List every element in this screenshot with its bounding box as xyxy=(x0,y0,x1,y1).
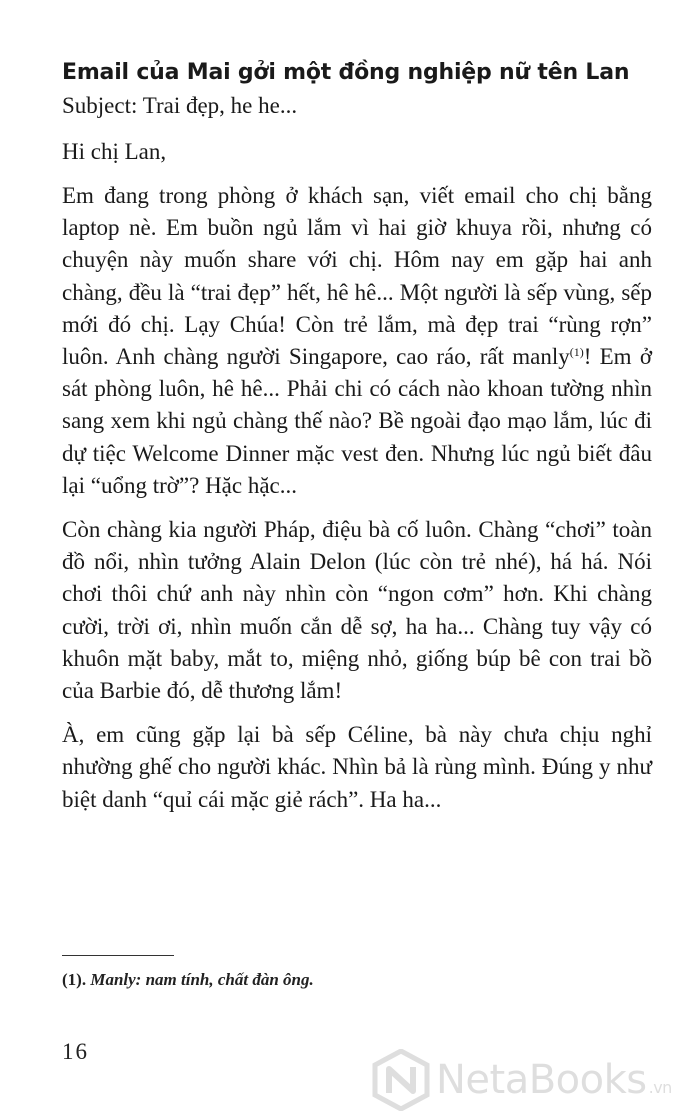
netabooks-logo-icon xyxy=(372,1049,430,1111)
paragraph-3: À, em cũng gặp lại bà sếp Céline, bà này chưa chịu nghỉ nhường ghế cho người khác. Nhìn bả là rùng mình. Đúng y như biệt danh “quỉ cái mặc giẻ rách”. Ha ha... xyxy=(62,722,652,812)
watermark-suffix: .vn xyxy=(648,1078,672,1097)
footnote-divider xyxy=(62,955,174,956)
email-greeting: Hi chị Lan, xyxy=(62,139,167,164)
footnote-number: (1). xyxy=(62,970,87,989)
paragraph-2: Còn chàng kia người Pháp, điệu bà cố luôn. Chàng “chơi” toàn đồ nổi, nhìn tưởng Alain Delon (lúc còn trẻ nhé), há há. Nói chơi thôi chứ anh này nhìn còn “ngon cơm” hơn. Khi chàng cười, trời ơi, nhìn muốn cắn dễ sợ, ha ha... Chàng tuy vậy có khuôn mặt baby, mắt to, miệng nhỏ, giống búp bê con trai bồ của Barbie đó, dễ thương lắm! xyxy=(62,517,652,704)
section-heading: Email của Mai gởi một đồng nghiệp nữ tên Lan xyxy=(62,60,630,85)
paragraph-1-text-a: Em đang trong phòng ở khách sạn, viết email cho chị bằng laptop nè. Em buồn ngủ lắm vì hai giờ khuya rồi, nhưng có chuyện này muốn share với chị. Hôm nay em gặp hai anh chàng, đều là “trai đẹp” hết, hê hê... Một người là sếp vùng, sếp mới đó chị. Lạy Chúa! Còn trẻ lắm, mà đẹp trai “rùng rợn” luôn. Anh chàng người Singapore, cao ráo, rất manly xyxy=(62,183,652,370)
email-subject: Subject: Trai đẹp, he he... xyxy=(62,93,298,118)
footnote-text: Manly: nam tính, chất đàn ông. xyxy=(90,970,314,989)
paragraph-1-text-b: ! Em ở sát phòng luôn, hê hê... Phải chi có cách nào khoan tường nhìn sang xem khi ngủ chàng thế nào? Bề ngoài đạo mạo lắm, lúc đi dự tiệc Welcome Dinner mặc vest đen. Nhưng lúc ngủ biết đâu lại “uổng trờ”? Hặc hặc... xyxy=(62,344,652,498)
footnote xyxy=(62,968,314,992)
watermark-brand: NetaBooks xyxy=(436,1057,647,1103)
watermark xyxy=(372,1045,692,1115)
page-number: 16 xyxy=(62,1039,89,1064)
page-body xyxy=(62,58,652,816)
paragraph-1 xyxy=(62,180,652,502)
watermark-text xyxy=(436,1057,672,1103)
footnote-reference: (1) xyxy=(569,345,584,360)
